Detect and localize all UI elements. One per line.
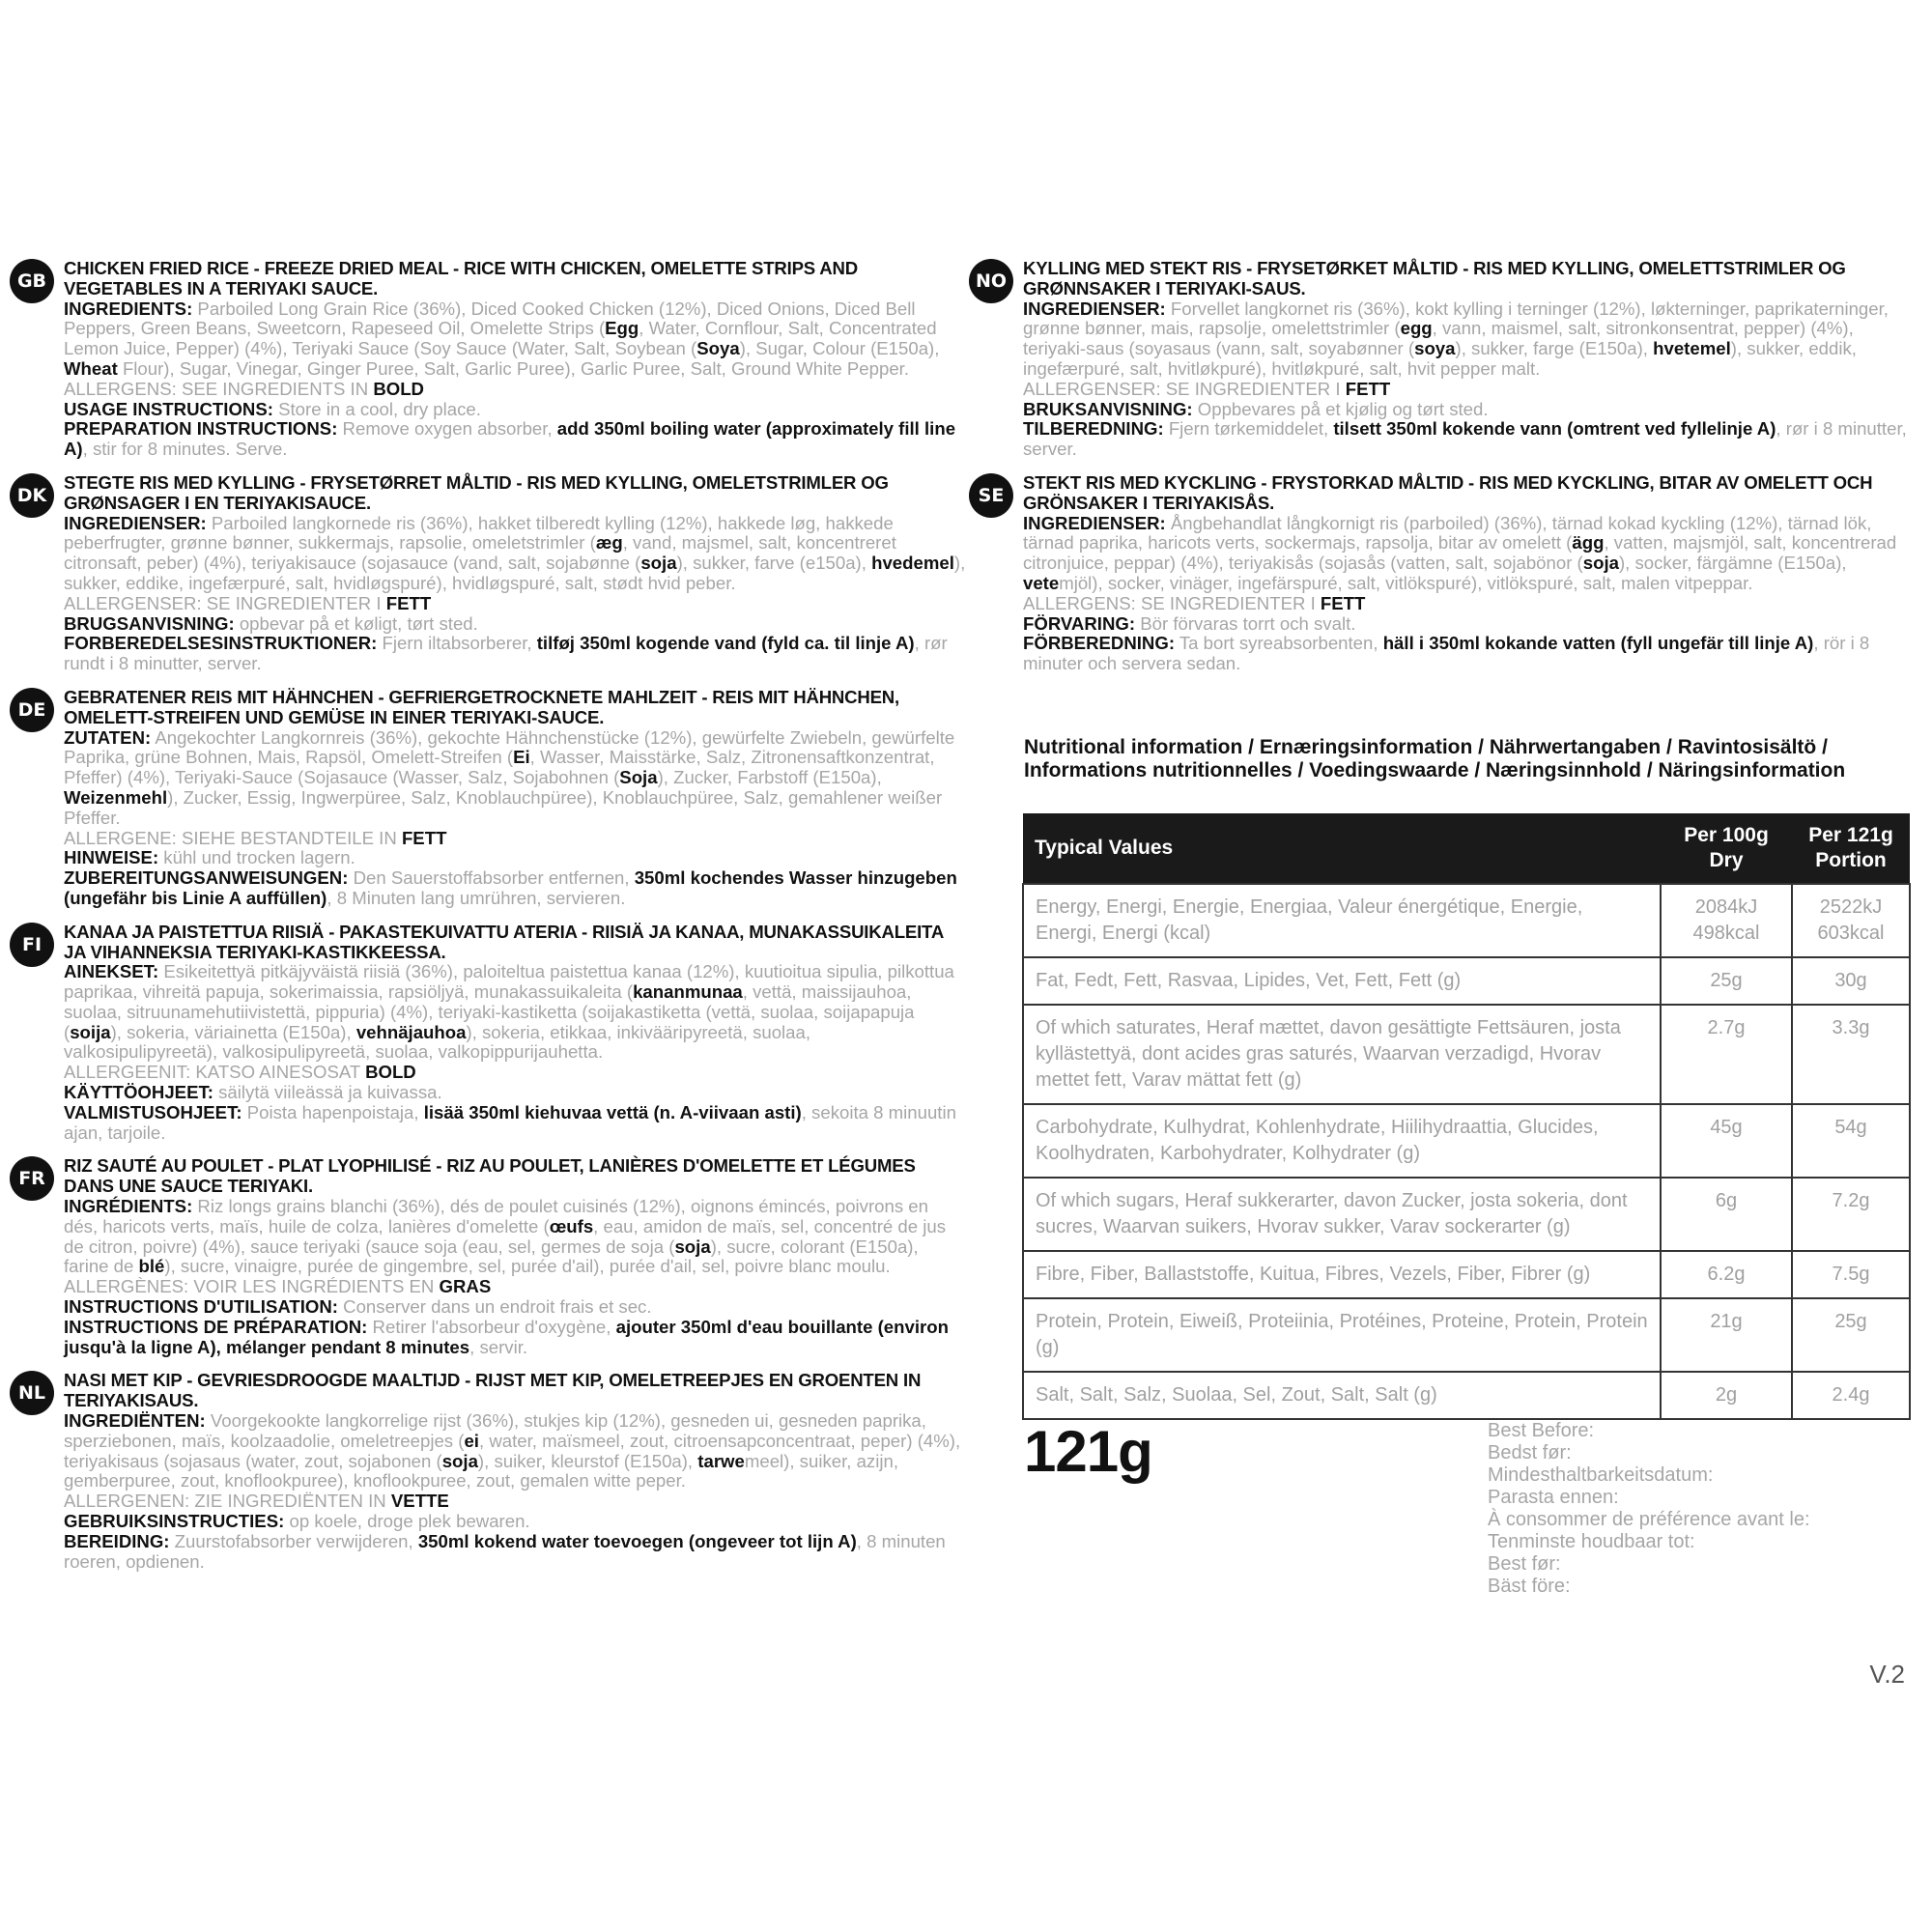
allergen-highlight: vete xyxy=(1023,572,1060,593)
nutrient-name: Fibre, Fiber, Ballaststoffe, Kuitua, Fibres, Vezels, Fiber, Fibrer (g) xyxy=(1023,1251,1661,1298)
ingredients-paragraph xyxy=(64,299,966,380)
language-code-badge: SE xyxy=(969,473,1013,518)
allergens-text: ALLERGEENIT: KATSO AINESOSAT xyxy=(64,1062,366,1083)
preparation-text: , rør i 8 minutter, server. xyxy=(1023,418,1907,460)
ingredients-text: ), suiker, kleurstof (E150a), xyxy=(477,1450,698,1471)
product-title: RIZ SAUTÉ AU POULET - PLAT LYOPHILISÉ - RIZ AU POULET, LANIÈRES D'OMELETTE ET LÉGUMES DANS UNE SAUCE TERIYAKI. xyxy=(64,1155,916,1197)
nutrient-name: Fat, Fedt, Fett, Rasvaa, Lipides, Vet, Fett, Fett (g) xyxy=(1023,957,1661,1005)
per-100g-value: 2.7g xyxy=(1661,1005,1792,1104)
nutrition-row xyxy=(1023,1298,1910,1372)
allergens-line xyxy=(1023,594,1920,614)
product-title: NASI MET KIP - GEVRIESDROOGDE MAALTIJD - RIJST MET KIP, OMELETREEPJES EN GROENTEN IN TERIYAKISAUS. xyxy=(64,1370,922,1411)
preparation-label: INSTRUCTIONS DE PRÉPARATION: xyxy=(64,1316,368,1337)
nutrition-row xyxy=(1023,1104,1910,1178)
best-before-line: Best Before: xyxy=(1488,1420,1595,1441)
nutrition-heading: Nutritional information / Ernæringsinformation / Nährwertangaben / Ravintosisältö / Informations nutritionnelles / Voedingswaarde / Næringsinnhold / Näringsinformation xyxy=(1024,736,1846,781)
usage-label: BRUGSANVISNING: xyxy=(64,612,235,634)
preparation-line xyxy=(64,1532,966,1573)
per-100g-value: 2g xyxy=(1661,1372,1792,1419)
per-portion-value: 25g xyxy=(1792,1298,1910,1372)
language-block-gb xyxy=(10,259,966,460)
usage-line xyxy=(64,614,966,635)
preparation-bold-text: add 350ml boiling water (approximately fill line A) xyxy=(64,418,956,460)
allergens-line xyxy=(64,1277,966,1297)
preparation-bold-text: 350ml kochendes Wasser hinzugeben (ungefähr bis Linie A auffüllen) xyxy=(64,867,957,908)
language-block-fr xyxy=(10,1156,966,1357)
allergens-line xyxy=(64,829,966,849)
allergens-bold-word: FETT xyxy=(1320,592,1366,613)
preparation-text: Fjern iltabsorberer, xyxy=(377,633,537,654)
product-title: STEGTE RIS MED KYLLING - FRYSETØRRET MÅLTID - RIS MED KYLLING, OMELETSTRIMLER OG GRØNSAGER I EN TERIYAKISAUCE. xyxy=(64,471,889,513)
usage-text: Bör förvaras torrt och svalt. xyxy=(1135,612,1356,634)
allergens-line xyxy=(64,1492,966,1512)
allergen-highlight: soja xyxy=(674,1236,711,1257)
ingredients-label: ZUTATEN: xyxy=(64,726,152,748)
per-100g-value: 6.2g xyxy=(1661,1251,1792,1298)
ingredients-text: , eau, amidon de maïs, sel, concentré de jus de citron, poivre) (4%), sauce teriyaki (sauce soja (eau, sel, germes de soja ( xyxy=(64,1215,947,1257)
ingredients-text: meel), suiker, azijn, gemberpuree, zout, knoflookpuree), knoflookpuree, zout, gemalen witte peper. xyxy=(64,1450,898,1492)
nutrient-name: Carbohydrate, Kulhydrat, Kohlenhydrate, Hiilihydraattia, Glucides, Koolhydraten, Karbohydrater, Kolhydrater (g) xyxy=(1023,1104,1661,1178)
allergen-highlight: vehnäjauhoa xyxy=(355,1021,467,1042)
allergen-highlight: œufs xyxy=(549,1215,594,1236)
language-code-badge: FI xyxy=(10,923,54,967)
preparation-bold-text: tilsett 350ml kokende vann (omtrent ved fyllelinje A) xyxy=(1333,418,1776,440)
left-language-column xyxy=(10,259,966,1585)
per-100g-value: 6g xyxy=(1661,1178,1792,1251)
allergen-highlight: egg xyxy=(1400,318,1433,339)
allergens-text: ALLERGENSER: SE INGREDIENTER I xyxy=(1023,378,1346,399)
ingredients-text: ), sucre, colorant (E150a), farine de xyxy=(64,1236,919,1277)
allergen-highlight: tarwe xyxy=(697,1450,745,1471)
per-100g-value: 25g xyxy=(1661,957,1792,1005)
allergen-highlight: soja xyxy=(441,1450,478,1471)
ingredients-text: Ångbehandlat långkornigt ris (parboiled) (36%), tärnad kokad kyckling (12%), tärnad lök, tärnad paprika, haricots verts, sockermajs, rapsolja, bitar av omelett ( xyxy=(1023,512,1872,554)
usage-text: Conserver dans un endroit frais et sec. xyxy=(338,1296,652,1318)
nutrition-row xyxy=(1023,1178,1910,1251)
ingredients-text: ), Sugar, Colour (E150a), xyxy=(739,338,940,359)
best-before-line: À consommer de préférence avant le: xyxy=(1488,1509,1810,1530)
allergens-text: ALLERGENS: SE INGREDIENTER I xyxy=(1023,592,1321,613)
usage-label: FÖRVARING: xyxy=(1023,612,1136,634)
product-title: KYLLING MED STEKT RIS - FRYSETØRKET MÅLTID - RIS MED KYLLING, OMELETTSTRIMLER OG GRØNNSAKER I TERIYAKI-SAUS. xyxy=(1023,258,1846,298)
allergens-text: ALLERGENEN: ZIE INGREDIËNTEN IN xyxy=(64,1491,391,1512)
ingredients-text: , vand, majsmel, salt, koncentreret citronsaft, peber) (4%), teriyakisauce (sojasauce (vand, salt, sojabønne ( xyxy=(64,532,896,574)
ingredients-paragraph xyxy=(64,1411,966,1492)
preparation-line xyxy=(1023,419,1920,460)
ingredients-paragraph xyxy=(64,728,966,829)
usage-label: BRUKSANVISNING: xyxy=(1023,398,1193,419)
usage-line xyxy=(64,1083,966,1103)
preparation-text: Ta bort syreabsorbenten, xyxy=(1175,633,1383,654)
version-label: V.2 xyxy=(1869,1660,1905,1689)
allergens-text: ALLERGENSER: SE INGREDIENTER I xyxy=(64,592,386,613)
allergens-text: ALLERGÈNES: VOIR LES INGRÉDIENTS EN xyxy=(64,1276,440,1297)
preparation-text: Fjern tørkemiddelet, xyxy=(1163,418,1334,440)
per-100g-header: Per 100g Dry xyxy=(1661,813,1792,884)
nutrient-name: Energy, Energi, Energie, Energiaa, Valeur énergétique, Energie, Energi, Energi (kcal) xyxy=(1023,884,1661,957)
ingredients-text: , vatten, majsmjöl, salt, koncentrerad citronjuice, peppar) (4%), teriyakisås (sojasås (vatten, salt, sojabönor ( xyxy=(1023,532,1897,574)
allergens-line xyxy=(1023,380,1920,400)
usage-line xyxy=(1023,614,1920,635)
ingredients-paragraph xyxy=(64,1197,966,1277)
nutrient-name: Of which sugars, Heraf sukkerarter, davon Zucker, josta sokeria, dont sucres, Waarvan suikers, Hvorav sukker, Varav sockerarter (g) xyxy=(1023,1178,1661,1251)
usage-text: Oppbevares på et kjølig og tørt sted. xyxy=(1192,398,1489,419)
preparation-bold-text: tilføj 350ml kogende vand (fyld ca. til linje A) xyxy=(536,633,915,654)
allergens-bold-word: FETT xyxy=(1345,378,1391,399)
preparation-line xyxy=(1023,634,1920,674)
preparation-line xyxy=(64,634,966,674)
ingredients-text: Esikeitettyä pitkäjyväistä riisiä (36%), paloiteltua paistettua kanaa (12%), kuutioitua sipulia, pilkottua paprikaa, vihreitä papuja, sokerimaissia, rapsiöljyä, munakassuikaleita ( xyxy=(64,961,954,1003)
preparation-text: , sekoita 8 minuutin ajan, tarjoile. xyxy=(64,1101,956,1143)
per-100g-value: 2084kJ 498kcal xyxy=(1661,884,1792,957)
ingredients-text: ), Zucker, Farbstoff (E150a), xyxy=(657,767,882,788)
ingredients-label: AINEKSET: xyxy=(64,961,159,982)
nutrition-row xyxy=(1023,957,1910,1005)
allergen-highlight: Egg xyxy=(605,318,639,339)
product-title: GEBRATENER REIS MIT HÄHNCHEN - GEFRIERGETROCKNETE MAHLZEIT - REIS MIT HÄHNCHEN, OMELETT-STREIFEN UND GEMÜSE IN EINER TERIYAKI-SAUCE. xyxy=(64,686,899,727)
allergen-highlight: Weizenmehl xyxy=(64,786,168,808)
preparation-label: FÖRBEREDNING: xyxy=(1023,633,1176,654)
ingredients-text: Forvellet langkornet ris (36%), kokt kylling i terninger (12%), løkterninger, paprikaterninger, grønne bønner, mais, rapsolje, omelettstrimler ( xyxy=(1023,298,1889,339)
usage-label: USAGE INSTRUCTIONS: xyxy=(64,398,273,419)
per-portion-value: 2.4g xyxy=(1792,1372,1910,1419)
allergen-highlight: æg xyxy=(595,532,623,554)
ingredients-label: INGRÉDIENTS: xyxy=(64,1196,193,1217)
usage-text: opbevar på et køligt, tørt sted. xyxy=(234,612,478,634)
allergens-bold-word: FETT xyxy=(385,592,432,613)
nutrient-name: Of which saturates, Heraf mættet, davon gesättigte Fettsäuren, josta kyllästettyä, dont acides gras saturés, Waarvan verzadigd, Hvorav mettet fett, Varav mättat fett (g) xyxy=(1023,1005,1661,1104)
preparation-label: BEREIDING: xyxy=(64,1530,170,1551)
usage-text: säilytä viileässä ja kuivassa. xyxy=(213,1082,442,1103)
language-block-dk xyxy=(10,473,966,674)
preparation-text: , rör i 8 minuter och servera sedan. xyxy=(1023,633,1870,674)
per-100g-value: 21g xyxy=(1661,1298,1792,1372)
product-title: CHICKEN FRIED RICE - FREEZE DRIED MEAL - RICE WITH CHICKEN, OMELETTE STRIPS AND VEGETABLES IN A TERIYAKI SAUCE. xyxy=(64,258,858,298)
nutrient-name: Protein, Protein, Eiweiß, Proteiinia, Protéines, Proteine, Protein, Protein (g) xyxy=(1023,1298,1661,1372)
ingredients-paragraph xyxy=(1023,514,1920,594)
ingredients-text: , Water, Cornflour, Salt, Concentrated Lemon Juice, Pepper) (4%), Teriyaki Sauce (Soy Sauce (Water, Salt, Soybean ( xyxy=(64,318,937,359)
best-before-line: Mindesthaltbarkeitsdatum: xyxy=(1488,1464,1714,1486)
usage-line xyxy=(64,400,966,420)
language-code-badge: DK xyxy=(10,473,54,518)
nutrition-header-row xyxy=(1023,813,1910,884)
best-before-line: Bäst före: xyxy=(1488,1576,1571,1597)
preparation-label: PREPARATION INSTRUCTIONS: xyxy=(64,418,338,440)
language-code-badge: NO xyxy=(969,259,1013,303)
ingredients-text: ), sucre, vinaigre, purée de gingembre, sel, purée d'ail), purée d'ail, sel, poivre blanc moulu. xyxy=(164,1256,891,1277)
best-before-list xyxy=(1488,1420,1810,1598)
usage-line xyxy=(1023,400,1920,420)
nutrition-row xyxy=(1023,884,1910,957)
language-block-de xyxy=(10,688,966,909)
ingredients-label: INGREDIENSER: xyxy=(64,512,207,533)
ingredients-text: ), sukker, eddik, ingefærpuré, salt, hvitløkpuré), hvitløkpuré, salt, hvit pepper malt. xyxy=(1023,338,1857,379)
ingredients-text: ), sukker, eddike, ingefærpuré, salt, hvidløgspuré), hvidløgspuré, salt, stødt hvid peber. xyxy=(64,553,966,593)
usage-text: Store in a cool, dry place. xyxy=(272,398,481,419)
preparation-text: , rør rundt i 8 minutter, server. xyxy=(64,633,948,674)
allergen-highlight: ei xyxy=(464,1430,479,1451)
ingredients-paragraph xyxy=(64,514,966,594)
ingredients-text: Voorgekookte langkorrelige rijst (36%), stukjes kip (12%), gesneden ui, gesneden paprika, sperziebonen, maïs, koolzaadolie, omeletreepjes ( xyxy=(64,1410,926,1451)
preparation-text: Remove oxygen absorber, xyxy=(337,418,557,440)
preparation-bold-text: lisää 350ml kiehuvaa vettä (n. A-viivaan asti) xyxy=(423,1101,802,1122)
ingredients-label: INGREDIENTS: xyxy=(64,298,193,319)
allergens-bold-word: BOLD xyxy=(373,378,424,399)
allergens-line xyxy=(64,1063,966,1083)
language-block-no xyxy=(969,259,1920,460)
preparation-label: VALMISTUSOHJEET: xyxy=(64,1101,242,1122)
preparation-text: Zuurstofabsorber verwijderen, xyxy=(169,1530,418,1551)
ingredients-text: Riz longs grains blanchi (36%), dés de poulet cuisinés (12%), oignons émincés, poivrons en dés, haricots verts, maïs, huile de colza, lanières d'omelette ( xyxy=(64,1196,928,1236)
language-block-nl xyxy=(10,1371,966,1572)
ingredients-text: ), sokeria, väriainetta (E150a), xyxy=(110,1021,356,1042)
preparation-text: Den Sauerstoffabsorber entfernen, xyxy=(348,867,635,889)
ingredients-text: ), sukker, farve (e150a), xyxy=(676,553,872,574)
ingredients-label: INGREDIËNTEN: xyxy=(64,1410,206,1432)
allergen-highlight: blé xyxy=(138,1256,165,1277)
nutrition-row xyxy=(1023,1251,1910,1298)
per-portion-header: Per 121g Portion xyxy=(1792,813,1910,884)
usage-line xyxy=(64,1297,966,1318)
preparation-label: ZUBEREITUNGSANWEISUNGEN: xyxy=(64,867,349,889)
ingredients-paragraph xyxy=(64,962,966,1063)
language-code-badge: FR xyxy=(10,1156,54,1201)
allergens-text: ALLERGENS: SEE INGREDIENTS IN xyxy=(64,378,374,399)
preparation-bold-text: 350ml kokend water toevoegen (ongeveer tot lijn A) xyxy=(417,1530,857,1551)
typical-values-header: Typical Values xyxy=(1023,813,1661,884)
usage-label: HINWEISE: xyxy=(64,847,159,868)
allergen-highlight: Ei xyxy=(513,747,530,768)
language-block-fi xyxy=(10,923,966,1144)
ingredients-text: Flour), Sugar, Vinegar, Ginger Puree, Salt, Garlic Puree), Garlic Puree, Salt, Ground White Pepper. xyxy=(117,357,909,379)
ingredients-text: ), socker, färgämne (E150a), xyxy=(1618,553,1847,574)
usage-text: op koele, droge plek bewaren. xyxy=(284,1511,530,1532)
usage-line xyxy=(64,1512,966,1532)
best-before-line: Bedst før: xyxy=(1488,1442,1572,1463)
nutrition-row xyxy=(1023,1372,1910,1419)
product-title: STEKT RIS MED KYCKLING - FRYSTORKAD MÅLTID - RIS MED KYCKLING, BITAR AV OMELETT OCH GRÖNSAKER I TERIYAKISÅS. xyxy=(1023,471,1873,513)
per-portion-value: 54g xyxy=(1792,1104,1910,1178)
best-before-line: Best før: xyxy=(1488,1553,1561,1575)
allergens-bold-word: BOLD xyxy=(365,1062,416,1083)
preparation-line xyxy=(64,1318,966,1358)
allergen-highlight: Soya xyxy=(696,338,740,359)
product-title: KANAA JA PAISTETTUA RIISIÄ - PAKASTEKUIVATTU ATERIA - RIISIÄ JA KANAA, MUNAKASSUIKALEITA JA VIHANNEKSIA TERIYAKI-KASTIKKEESSA. xyxy=(64,921,944,962)
usage-label: KÄYTTÖOHJEET: xyxy=(64,1082,213,1103)
per-portion-value: 7.2g xyxy=(1792,1178,1910,1251)
preparation-bold-text: ajouter 350ml d'eau bouillante (environ jusqu'à la ligne A), mélanger pendant 8 minutes xyxy=(64,1316,949,1357)
allergen-highlight: Wheat xyxy=(64,357,118,379)
allergens-line xyxy=(64,380,966,400)
allergens-bold-word: VETTE xyxy=(390,1491,449,1512)
net-weight: 121g xyxy=(1024,1419,1152,1484)
nutrition-row xyxy=(1023,1005,1910,1104)
preparation-text: , servir. xyxy=(469,1336,528,1357)
nutrition-table xyxy=(1022,813,1911,1420)
ingredients-text: ), Zucker, Essig, Ingwerpüree, Salz, Knoblauchpüree), Knoblauchpüree, Salz, gemahlener weißer Pfeffer. xyxy=(64,786,943,828)
ingredients-text: , water, maïsmeel, zout, citroensapconcentraat, peper) (4%), teriyakisaus (sojasaus (water, zout, sojabonen ( xyxy=(64,1430,961,1471)
allergen-highlight: soija xyxy=(70,1021,111,1042)
usage-label: GEBRUIKSINSTRUCTIES: xyxy=(64,1511,285,1532)
ingredients-text: Parboiled langkornede ris (36%), hakket tilberedt kylling (12%), hakkede løg, hakkede peberfrugter, grønne bønner, sukkermajs, rapsolie, omeletstrimler ( xyxy=(64,512,894,554)
right-language-column xyxy=(969,259,1920,688)
allergen-highlight: Soja xyxy=(619,767,658,788)
ingredients-text: Parboiled Long Grain Rice (36%), Diced Cooked Chicken (12%), Diced Onions, Diced Bell Peppers, Green Beans, Sweetcorn, Rapeseed Oil, Omelette Strips ( xyxy=(64,298,916,339)
nutrition-table-body xyxy=(1023,884,1910,1419)
per-portion-value: 3.3g xyxy=(1792,1005,1910,1104)
language-code-badge: NL xyxy=(10,1371,54,1415)
ingredients-text: , vann, maismel, salt, sitronkonsentrat, pepper) (4%), teriyaki-saus (soyasaus (vann, salt, soyabønner ( xyxy=(1023,318,1854,359)
allergens-line xyxy=(64,594,966,614)
allergen-highlight: soja xyxy=(1582,553,1619,574)
usage-line xyxy=(64,848,966,868)
preparation-bold-text: häll i 350ml kokande vatten (fyll ungefär till linje A) xyxy=(1382,633,1814,654)
best-before-line: Parasta ennen: xyxy=(1488,1487,1619,1508)
preparation-text: , 8 Minuten lang umrühren, servieren. xyxy=(327,887,626,908)
preparation-text: Retirer l'absorbeur d'oxygène, xyxy=(367,1316,616,1337)
ingredients-text: , Wasser, Maisstärke, Salz, Zitronensaftkonzentrat, Pfeffer) (4%), Teriyaki-Sauce (Sojasauce (Wasser, Salz, Sojabohnen ( xyxy=(64,747,935,788)
preparation-line xyxy=(64,868,966,909)
preparation-text: , 8 minuten roeren, opdienen. xyxy=(64,1530,946,1572)
allergens-bold-word: GRAS xyxy=(439,1276,492,1297)
preparation-line xyxy=(64,1103,966,1144)
preparation-label: FORBEREDELSESINSTRUKTIONER: xyxy=(64,633,378,654)
ingredients-paragraph xyxy=(1023,299,1920,380)
allergens-text: ALLERGENE: SIEHE BESTANDTEILE IN xyxy=(64,827,402,848)
language-block-se xyxy=(969,473,1920,674)
language-code-badge: DE xyxy=(10,688,54,732)
allergen-highlight: soya xyxy=(1414,338,1456,359)
allergens-bold-word: FETT xyxy=(401,827,447,848)
per-portion-value: 7.5g xyxy=(1792,1251,1910,1298)
language-code-badge: GB xyxy=(10,259,54,303)
ingredients-text: ), sokeria, etikkaa, inkivääripyreetä, suolaa, valkosipulipyreetä), valkosipulipyreetä, suolaa, valkopippurijauhetta. xyxy=(64,1021,811,1063)
ingredients-text: , vettä, maissijauhoa, suolaa, sitruunamehutiivistettä, pippuria) (4%), teriyaki-kastiketta (soijakastiketta (vettä, suolaa, soijapapuja ( xyxy=(64,981,915,1042)
ingredients-text: ), sukker, farge (E150a), xyxy=(1455,338,1654,359)
best-before-line: Tenminste houdbaar tot: xyxy=(1488,1531,1695,1552)
nutrient-name: Salt, Salt, Salz, Suolaa, Sel, Zout, Salt, Salt (g) xyxy=(1023,1372,1661,1419)
per-portion-value: 30g xyxy=(1792,957,1910,1005)
allergen-highlight: ägg xyxy=(1572,532,1605,554)
allergen-highlight: kananmunaa xyxy=(633,981,743,1003)
usage-label: INSTRUCTIONS D'UTILISATION: xyxy=(64,1296,338,1318)
allergen-highlight: hvedemel xyxy=(871,553,954,574)
preparation-text: Poista hapenpoistaja, xyxy=(242,1101,424,1122)
per-100g-value: 45g xyxy=(1661,1104,1792,1178)
preparation-label: TILBEREDNING: xyxy=(1023,418,1164,440)
ingredients-text: Angekochter Langkornreis (36%), gekochte Hähnchenstücke (12%), gewürfelte Zwiebeln, gewürfelte Paprika, grüne Bohnen, Mais, Rapsöl, Omelett-Streifen ( xyxy=(64,726,955,768)
usage-text: kühl und trocken lagern. xyxy=(158,847,355,868)
allergen-highlight: hvetemel xyxy=(1653,338,1731,359)
allergen-highlight: soja xyxy=(640,553,677,574)
preparation-text: , stir for 8 minutes. Serve. xyxy=(82,439,288,460)
ingredients-label: INGREDIENSER: xyxy=(1023,512,1166,533)
preparation-line xyxy=(64,419,966,460)
ingredients-text: mjöl), socker, vinäger, ingefärspuré, salt, vitlökspuré), vitlökspuré, salt, malen vitpeppar. xyxy=(1059,572,1753,593)
per-portion-value: 2522kJ 603kcal xyxy=(1792,884,1910,957)
ingredients-label: INGREDIENSER: xyxy=(1023,298,1166,319)
